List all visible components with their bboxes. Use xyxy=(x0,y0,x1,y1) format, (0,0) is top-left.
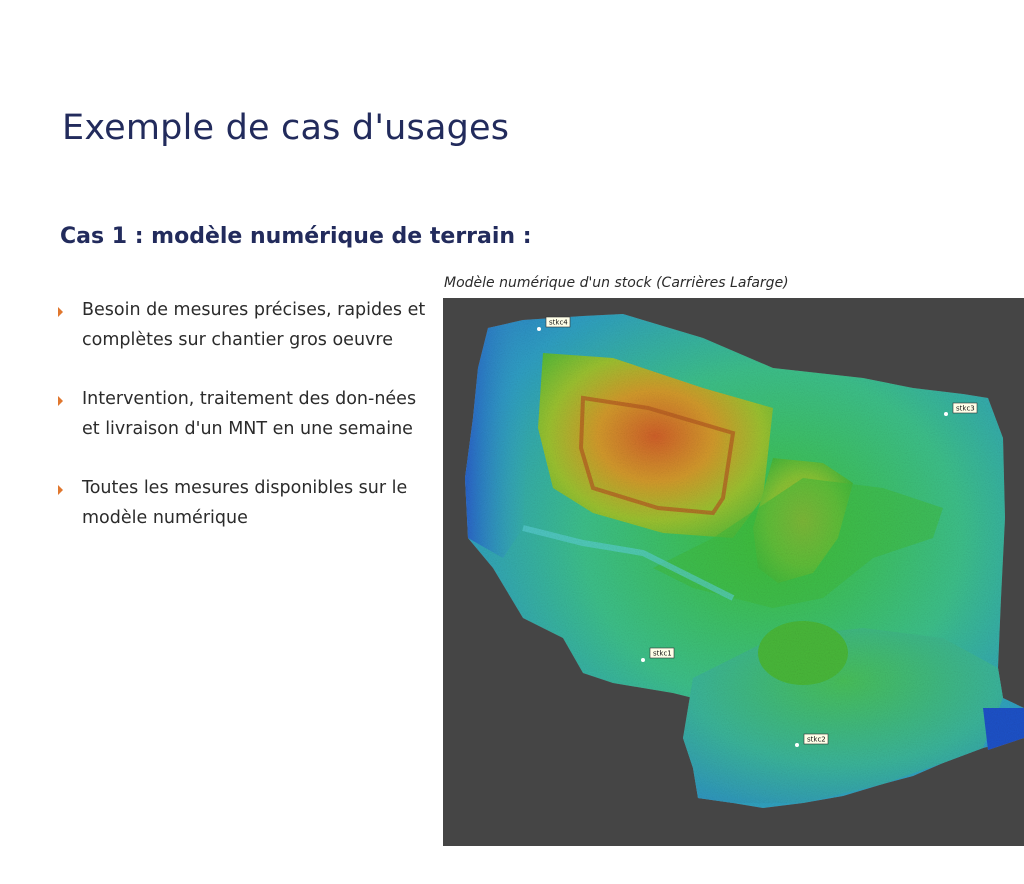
bullet-arrow-icon xyxy=(58,485,63,495)
station-label: stkc2 xyxy=(807,735,826,744)
bullet-item xyxy=(56,474,426,533)
station-label: stkc1 xyxy=(653,649,672,658)
station-label: stkc4 xyxy=(549,318,568,327)
slide-subtitle: Cas 1 : modèle numérique de terrain : xyxy=(60,224,532,249)
station-label: stkc3 xyxy=(956,404,975,413)
bullet-item xyxy=(56,296,426,355)
slide-title: Exemple de cas d'usages xyxy=(62,108,510,148)
bullet-list xyxy=(56,296,426,533)
terrain-model-image xyxy=(443,298,1024,846)
bullet-text: Toutes les mesures disponibles sur le modèle numérique xyxy=(82,478,408,528)
bullet-text: Intervention, traitement des don-nées et livraison d'un MNT en une semaine xyxy=(82,389,417,439)
terrain-model-graphic xyxy=(443,298,1024,846)
figure-caption: Modèle numérique d'un stock (Carrières Lafarge) xyxy=(444,275,789,291)
bullet-item xyxy=(56,385,426,444)
bullet-text: Besoin de mesures précises, rapides et complètes sur chantier gros oeuvre xyxy=(82,300,426,350)
bullet-arrow-icon xyxy=(58,396,63,406)
bullet-arrow-icon xyxy=(58,307,63,317)
